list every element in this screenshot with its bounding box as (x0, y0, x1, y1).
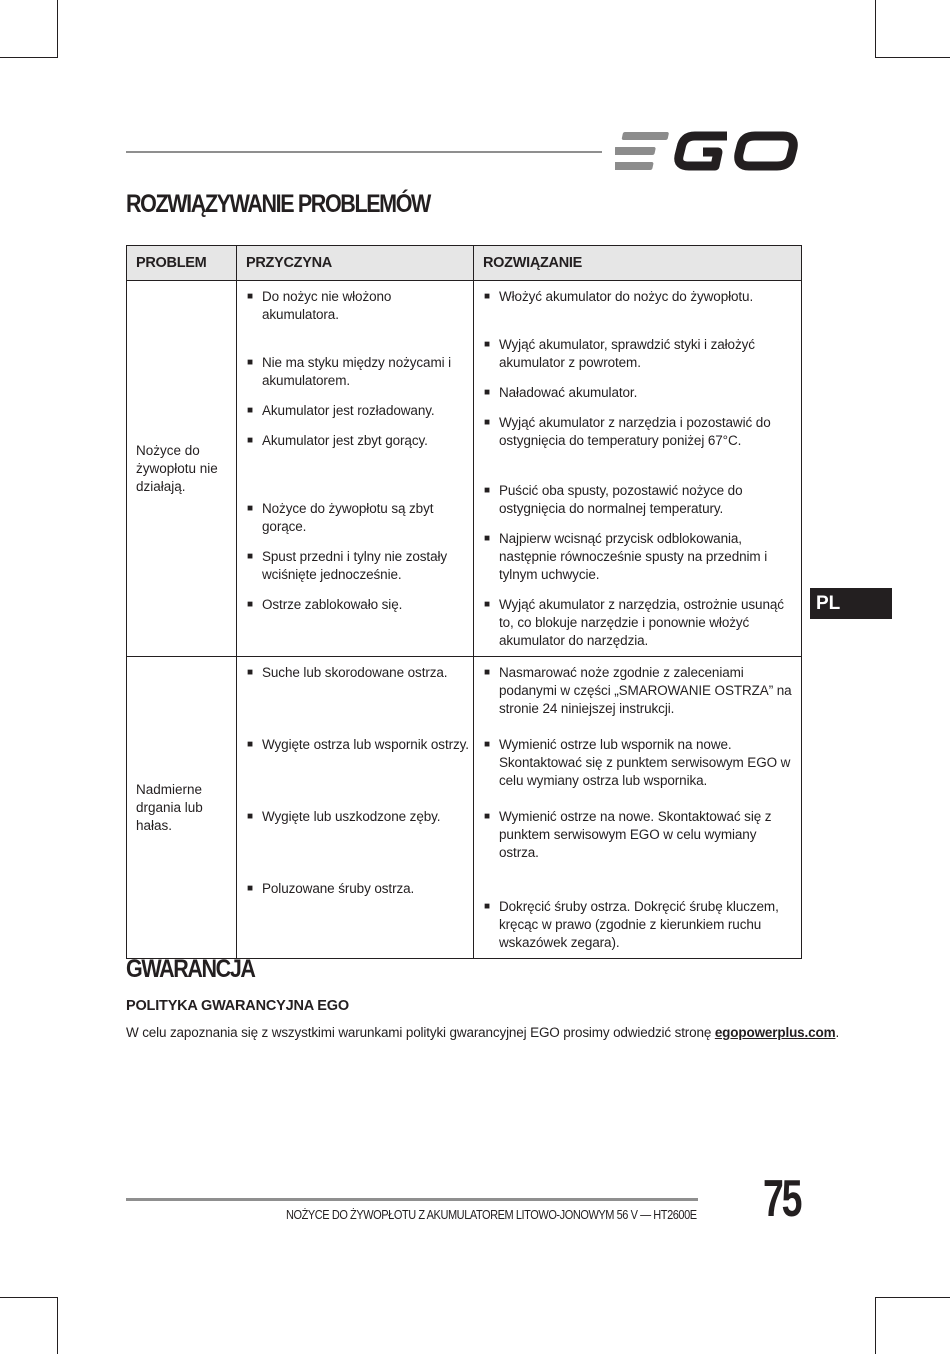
warranty-link[interactable]: egopowerplus.com (714, 1025, 836, 1040)
table-row (127, 657, 802, 959)
list-item: ■ Wygięte lub uszkodzone zęby. (247, 809, 441, 824)
list-item: ■ Wymienić ostrze lub wspornik na nowe. Skontaktować się z punktem serwisowym EGO w celu wymiany ostrza lub wspornika. (484, 737, 791, 788)
list-item: ■ Spust przedni i tylny nie zostały wciśnięte jednocześnie. (247, 549, 448, 582)
troubleshooting-title: ROZWIĄZYWANIE PROBLEMÓW (126, 190, 430, 218)
bullet-icon: ■ (247, 551, 253, 562)
crop-mark (875, 57, 950, 58)
crop-mark (875, 0, 876, 58)
bullet-icon: ■ (247, 811, 253, 822)
warranty-subtitle: POLITYKA GWARANCYJNA EGO (126, 998, 349, 1014)
bullet-icon: ■ (484, 291, 490, 302)
warranty-title: GWARANCJA (126, 955, 255, 983)
crop-mark (875, 1297, 876, 1354)
bullet-icon: ■ (484, 533, 490, 544)
bullet-icon: ■ (484, 739, 490, 750)
solution-cell (474, 281, 802, 657)
list-item: ■ Dokręcić śruby ostrza. Dokręcić śrubę kluczem, kręcąc w prawo (zgodnie z kierunkiem ruchu wskazówek zegara). (484, 899, 779, 950)
bullet-icon: ■ (247, 599, 253, 610)
list-item: ■ Wyjąć akumulator z narzędzia i pozostawić do ostygnięcia do temperatury poniżej 67°C. (484, 415, 771, 448)
bullet-icon: ■ (484, 599, 490, 610)
bullet-icon: ■ (247, 435, 253, 446)
list-item: ■ Wyjąć akumulator, sprawdzić styki i założyć akumulator z powrotem. (484, 337, 755, 370)
header-problem: PROBLEM (127, 246, 237, 281)
bullet-icon: ■ (247, 883, 253, 894)
bullet-icon: ■ (247, 291, 253, 302)
bullet-icon: ■ (484, 901, 490, 912)
bullet-icon: ■ (247, 667, 253, 678)
list-item: ■ Akumulator jest zbyt gorący. (247, 433, 428, 448)
list-item: ■ Wyjąć akumulator z narzędzia, ostrożnie usunąć to, co blokuje narzędzie i ponownie włożyć akumulator do narzędzia. (484, 597, 784, 648)
bullet-icon: ■ (247, 405, 253, 416)
list-item: ■ Wygięte ostrza lub wspornik ostrzy. (247, 737, 469, 752)
table-row (127, 281, 802, 657)
table-header-row (127, 246, 802, 281)
problem-cell: Nożyce do żywopłotu nie działają. (127, 281, 237, 657)
ego-logo (615, 128, 801, 174)
cause-cell (237, 657, 474, 959)
bullet-icon: ■ (484, 485, 490, 496)
list-item: ■ Najpierw wcisnąć przycisk odblokowania, następnie równocześnie spusty na przednim i tylnym uchwycie. (484, 531, 768, 582)
bullet-icon: ■ (484, 811, 490, 822)
list-item: ■ Puścić oba spusty, pozostawić nożyce do ostygnięcia do normalnej temperatury. (484, 483, 743, 516)
crop-mark (57, 0, 58, 58)
list-item: ■ Suche lub skorodowane ostrza. (247, 665, 448, 680)
header-solution: ROZWIĄZANIE (474, 246, 802, 281)
list-item: ■ Poluzowane śruby ostrza. (247, 881, 415, 896)
list-item: ■ Włożyć akumulator do nożyc do żywopłotu. (484, 289, 754, 304)
bullet-icon: ■ (247, 739, 253, 750)
bullet-icon: ■ (484, 667, 490, 678)
list-item: ■ Do nożyc nie włożono akumulatora. (247, 289, 392, 322)
crop-mark (0, 1297, 58, 1298)
bullet-icon: ■ (247, 357, 253, 368)
language-tab: PL (810, 588, 892, 619)
list-item: ■ Nasmarować noże zgodnie z zaleceniami podanymi w części „SMAROWANIE OSTRZA” na stronie 24 niniejszej instrukcji. (484, 665, 792, 716)
list-item: ■ Nożyce do żywopłotu są zbyt gorące. (247, 501, 434, 534)
list-item: ■ Wymienić ostrze na nowe. Skontaktować się z punktem serwisowym EGO w celu wymiany ostrza. (484, 809, 772, 860)
header-cause: PRZYCZYNA (237, 246, 474, 281)
page-number: 75 (763, 1170, 801, 1228)
header-rule (126, 151, 602, 153)
bullet-icon: ■ (247, 503, 253, 514)
bullet-icon: ■ (484, 387, 490, 398)
list-item: ■ Naładować akumulator. (484, 385, 638, 400)
footer-text: NOŻYCE DO ŻYWOPŁOTU Z AKUMULATOREM LITOWO-JONOWYM 56 V — HT2600E (286, 1208, 697, 1222)
crop-mark (57, 1297, 58, 1354)
warranty-text: W celu zapoznania się z wszystkimi warunkami polityki gwarancyjnej EGO prosimy odwiedzić stronę egopowerplus.com. (126, 1025, 840, 1040)
problem-cell: Nadmierne drgania lub hałas. (127, 657, 237, 959)
list-item: ■ Ostrze zablokowało się. (247, 597, 403, 612)
footer-rule (126, 1198, 698, 1201)
solution-cell (474, 657, 802, 959)
bullet-icon: ■ (484, 417, 490, 428)
crop-mark (0, 57, 58, 58)
bullet-icon: ■ (484, 339, 490, 350)
list-item: ■ Nie ma styku między nożycami i akumulatorem. (247, 355, 452, 388)
troubleshooting-table (126, 245, 802, 959)
cause-cell (237, 281, 474, 657)
crop-mark (875, 1297, 950, 1298)
list-item: ■ Akumulator jest rozładowany. (247, 403, 435, 418)
